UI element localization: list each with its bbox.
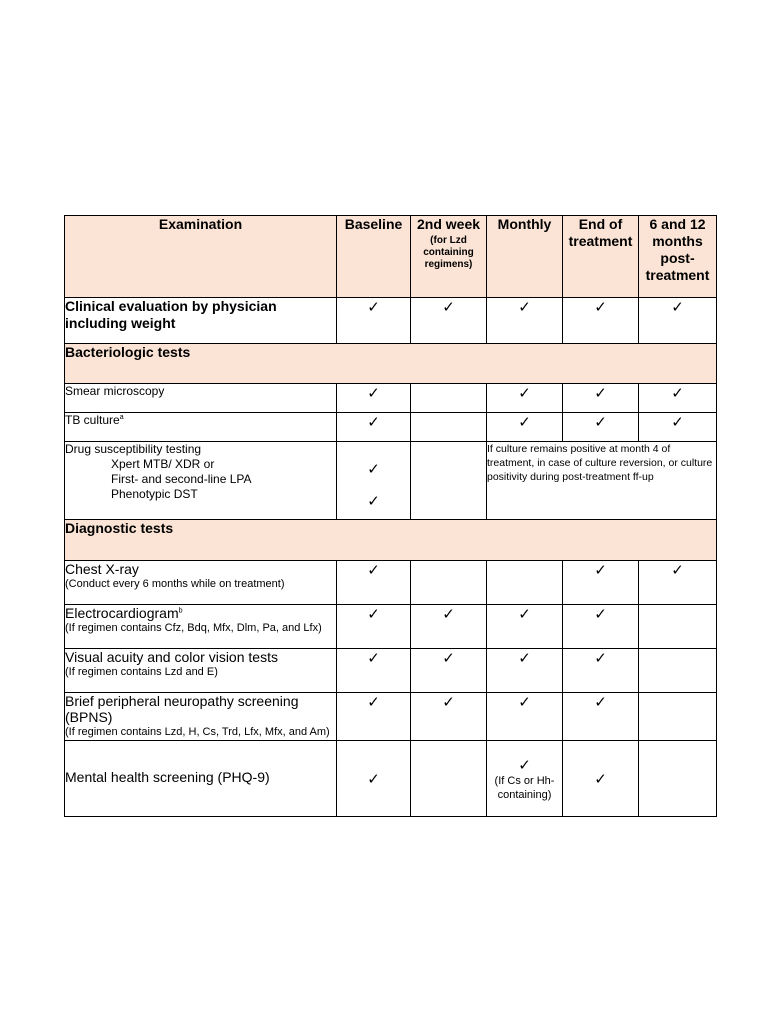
table-row: [65, 561, 717, 605]
header-2nd-week-label: 2nd week: [416, 216, 481, 232]
check-icon: ✓: [639, 561, 717, 605]
chest-xray-title: Chest X-ray: [65, 561, 139, 577]
check-icon: ✓: [367, 461, 380, 478]
row-label-chest-xray: [65, 561, 337, 605]
check-icon: ✓: [367, 493, 380, 510]
check-icon: ✓: [487, 605, 563, 649]
empty-cell: [639, 741, 717, 817]
empty-cell: [411, 741, 487, 817]
dst-item-lpa: First- and second-line LPA: [111, 472, 252, 486]
check-icon: ✓: [337, 561, 411, 605]
empty-cell: [639, 693, 717, 741]
check-icon: ✓: [487, 298, 563, 344]
check-icon: ✓: [487, 384, 563, 413]
footnote-a: a: [119, 414, 124, 421]
check-icon: ✓: [337, 298, 411, 344]
section-row: [65, 344, 717, 384]
header-2nd-week-note: (for Lzd containing regimens): [423, 235, 474, 270]
check-icon: ✓: [487, 413, 563, 442]
check-icon: ✓: [639, 384, 717, 413]
check-icon: ✓: [411, 298, 487, 344]
row-label-smear-microscopy: Smear microscopy: [65, 384, 337, 413]
ecg-note: (If regimen contains Cfz, Bdq, Mfx, Dlm, Pa, and Lfx): [65, 622, 322, 634]
header-baseline: Baseline: [337, 216, 411, 298]
chest-xray-note: (Conduct every 6 months while on treatment): [65, 578, 285, 590]
ecg-title: [65, 605, 336, 621]
check-icon: ✓: [563, 384, 639, 413]
check-icon: ✓: [411, 605, 487, 649]
dst-title: Drug susceptibility testing: [65, 442, 202, 456]
check-icon: ✓: [337, 693, 411, 741]
table-row: [65, 413, 717, 442]
row-label-drug-susceptibility: [65, 442, 337, 520]
header-end-of-treatment: End of treatment: [563, 216, 639, 298]
check-icon: ✓: [411, 693, 487, 741]
tb-culture-text: TB culture: [65, 413, 120, 427]
footnote-b: b: [178, 607, 183, 615]
check-icon: ✓: [563, 741, 639, 817]
table-row: [65, 741, 717, 817]
header-monthly: Monthly: [487, 216, 563, 298]
check-icon: ✓: [639, 298, 717, 344]
check-icon: ✓: [518, 756, 531, 774]
bpns-title: Brief peripheral neuropathy screening (BPNS): [65, 693, 299, 725]
table-row: [65, 605, 717, 649]
row-label-tb-culture: [65, 413, 337, 442]
table-row: [65, 384, 717, 413]
table-row: [65, 298, 717, 344]
section-diagnostic-tests: Diagnostic tests: [65, 520, 717, 561]
check-icon: ✓: [337, 649, 411, 693]
dst-item-xpert: Xpert MTB/ XDR or: [111, 457, 215, 471]
ecg-title-text: Electrocardiogram: [65, 605, 179, 621]
row-label-bpns: [65, 693, 337, 741]
check-icon: ✓: [563, 649, 639, 693]
check-icon: ✓: [563, 693, 639, 741]
phq-monthly-cell: [487, 741, 563, 817]
dst-baseline-cell: [337, 442, 411, 520]
empty-cell: [639, 605, 717, 649]
empty-cell: [411, 561, 487, 605]
row-label-mental-health: Mental health screening (PHQ-9): [65, 741, 337, 817]
header-examination: Examination: [65, 216, 337, 298]
check-icon: ✓: [563, 298, 639, 344]
check-icon: ✓: [337, 384, 411, 413]
section-row: [65, 520, 717, 561]
empty-cell: [411, 442, 487, 520]
row-label-visual-acuity: [65, 649, 337, 693]
header-row: [65, 216, 717, 298]
dst-note: If culture remains positive at month 4 of treatment, in case of culture reversion, or culture positivity during post-treatment ff-up: [487, 442, 717, 520]
header-2nd-week: [411, 216, 487, 298]
check-icon: ✓: [337, 741, 411, 817]
check-icon: ✓: [563, 605, 639, 649]
check-icon: ✓: [639, 413, 717, 442]
empty-cell: [411, 384, 487, 413]
check-icon: ✓: [487, 693, 563, 741]
visual-note: (If regimen contains Lzd and E): [65, 666, 218, 678]
check-icon: ✓: [337, 605, 411, 649]
monitoring-schedule-table: [64, 215, 717, 817]
table-row: [65, 649, 717, 693]
table-row: [65, 693, 717, 741]
check-icon: ✓: [411, 649, 487, 693]
dst-item-phenotypic: Phenotypic DST: [111, 487, 198, 501]
empty-cell: [639, 649, 717, 693]
empty-cell: [411, 413, 487, 442]
visual-title: Visual acuity and color vision tests: [65, 649, 278, 665]
table-row: [65, 442, 717, 520]
check-icon: ✓: [487, 649, 563, 693]
check-icon: ✓: [563, 561, 639, 605]
row-label-clinical-evaluation: Clinical evaluation by physician including weight: [65, 298, 337, 344]
check-icon: ✓: [563, 413, 639, 442]
row-label-electrocardiogram: [65, 605, 337, 649]
header-post-treatment: 6 and 12 months post-treatment: [639, 216, 717, 298]
bpns-note: (If regimen contains Lzd, H, Cs, Trd, Lfx, Mfx, and Am): [65, 726, 330, 738]
check-icon: ✓: [337, 413, 411, 442]
section-bacteriologic-tests: Bacteriologic tests: [65, 344, 717, 384]
phq-monthly-note: (If Cs or Hh-containing): [494, 774, 555, 801]
empty-cell: [487, 561, 563, 605]
